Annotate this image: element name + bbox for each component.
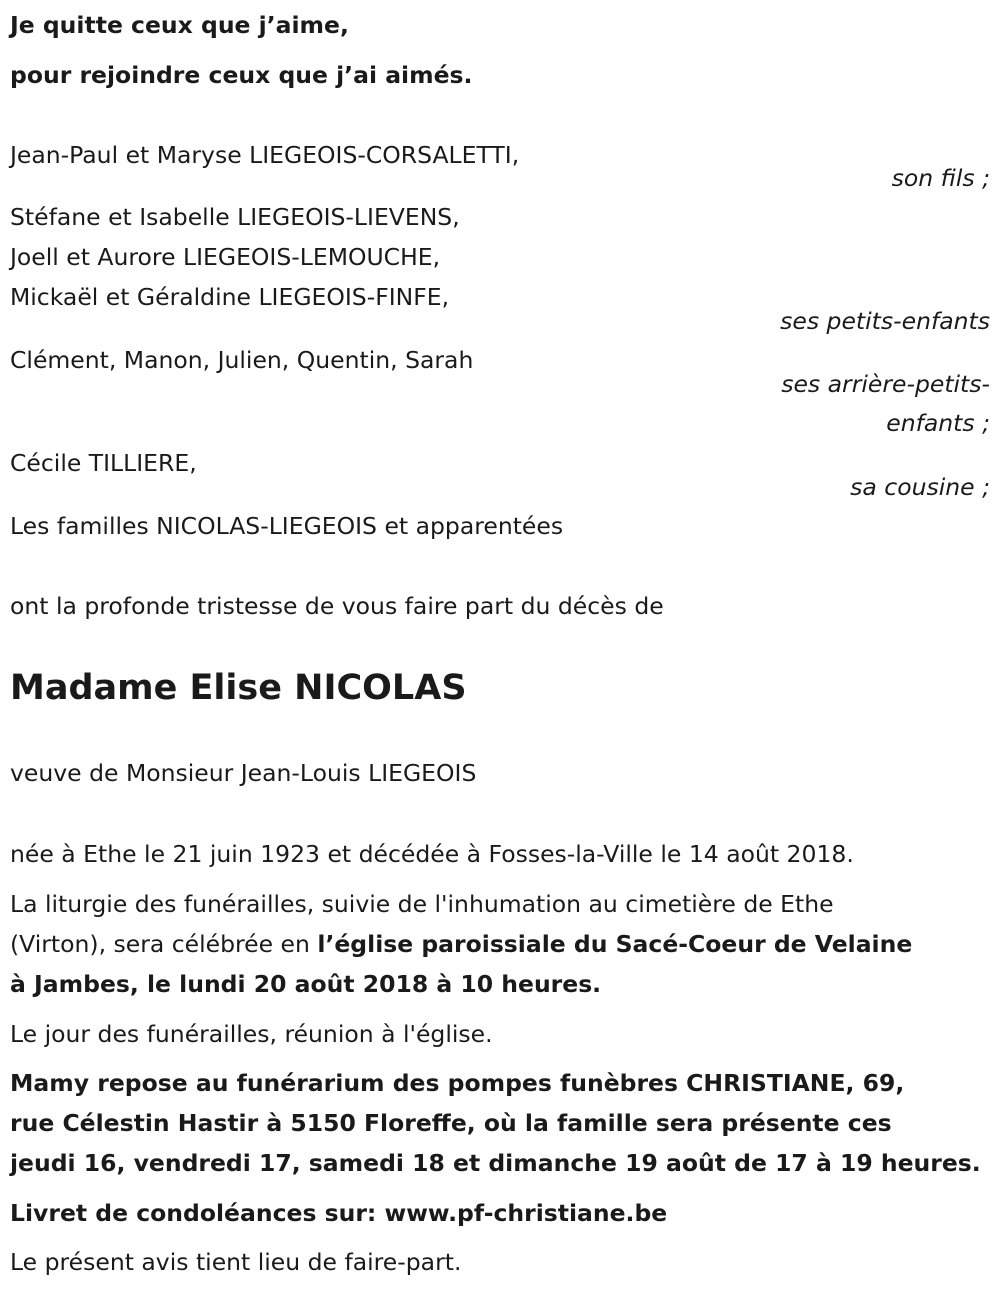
cousin-role: sa cousine ; [850,473,990,501]
funeral-line-1: La liturgie des funérailles, suivie de l'inhumation au cimetière de Ethe [10,890,834,918]
great-grandchildren-role-line-1: ses arrière-petits- [781,370,990,398]
epitaph-line-1: Je quitte ceux que j’aime, [10,11,349,39]
funeral-line-2-normal: (Virton), sera célébrée en [10,930,318,958]
deceased-name: Madame Elise NICOLAS [10,668,467,708]
great-grandchildren-names: Clément, Manon, Julien, Quentin, Sarah [10,346,474,374]
funeral-church: l’église paroissiale du Sacé-Coeur de Velaine [317,930,913,958]
grandchild-1: Stéfane et Isabelle LIEGEOIS-LIEVENS, [10,203,460,231]
grandchild-3: Mickaël et Géraldine LIEGEOIS-FINFE, [10,283,450,311]
families-line: Les familles NICOLAS-LIEGEOIS et apparentées [10,512,564,540]
condolences-line: Livret de condoléances sur: www.pf-christiane.be [10,1199,668,1227]
funeral-line-2 [10,929,912,959]
rest-line-1: Mamy repose au funérarium des pompes funèbres CHRISTIANE, 69, [10,1069,905,1097]
notice-line: Le présent avis tient lieu de faire-part. [10,1248,462,1276]
widow-of-line: veuve de Monsieur Jean-Louis LIEGEOIS [10,759,477,787]
grandchildren-role: ses petits-enfants [780,307,990,335]
funeral-line-3: à Jambes, le lundi 20 août 2018 à 10 heures. [10,970,602,998]
rest-line-2: rue Célestin Hastir à 5150 Floreffe, où la famille sera présente ces [10,1109,892,1137]
cousin-name: Cécile TILLIERE, [10,449,197,477]
great-grandchildren-role-line-2: enfants ; [886,409,990,437]
birth-death-line: née à Ethe le 21 juin 1923 et décédée à Fosses-la-Ville le 14 août 2018. [10,840,854,868]
epitaph-line-2: pour rejoindre ceux que j’ai aimés. [10,61,473,89]
meeting-line: Le jour des funérailles, réunion à l'église. [10,1020,493,1048]
son-names: Jean-Paul et Maryse LIEGEOIS-CORSALETTI, [10,141,520,169]
announcement-line: ont la profonde tristesse de vous faire part du décès de [10,592,664,620]
son-role: son fils ; [891,164,990,192]
rest-line-3: jeudi 16, vendredi 17, samedi 18 et dimanche 19 août de 17 à 19 heures. [10,1149,981,1177]
grandchild-2: Joell et Aurore LIEGEOIS-LEMOUCHE, [10,243,441,271]
